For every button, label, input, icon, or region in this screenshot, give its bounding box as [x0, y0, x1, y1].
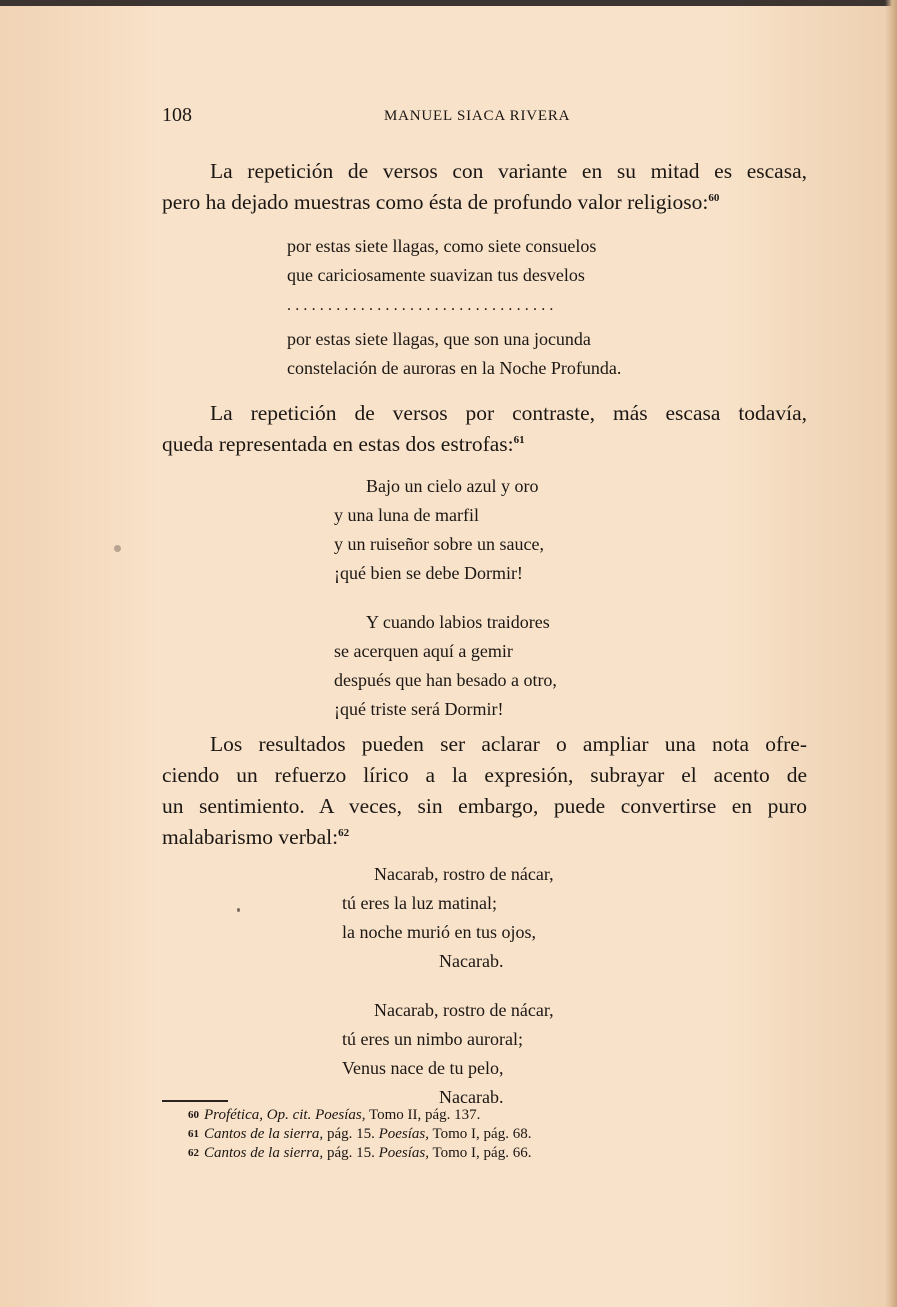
footnote-italic: Poesías, — [378, 1145, 430, 1161]
paragraph-line: Los resultados pueden ser aclarar o ampliar una nota ofre- — [210, 732, 807, 756]
paragraph-line: ciendo un refuerzo lírico a la expresión, subrayar el acento de — [162, 763, 807, 787]
verse-line: constelación de auroras en la Noche Profunda. — [287, 358, 622, 378]
footnote-italic: Poesías, — [378, 1126, 430, 1142]
verse-line: y un ruiseñor sobre un sauce, — [334, 534, 544, 554]
verse-quote-1 — [287, 232, 621, 383]
footnote-60 — [188, 1106, 531, 1125]
footnote-text: Tomo II, pág. 137. — [365, 1107, 481, 1123]
page-right-edge — [885, 0, 897, 1307]
paragraph-line: La repetición de versos por contraste, más escasa todavía, — [210, 401, 807, 425]
verse-line: Nacarab, rostro de nácar, — [374, 1000, 554, 1020]
footnote-text: pág. 15. — [323, 1126, 379, 1142]
verse-line: tú eres la luz matinal; — [342, 893, 497, 913]
verse-line: que cariciosamente suavizan tus desvelos — [287, 265, 585, 285]
verse-line: se acerquen aquí a gemir — [334, 641, 513, 661]
paragraph-line-text: malabarismo verbal: — [162, 825, 339, 849]
verse-line: Nacarab, rostro de nácar, — [374, 864, 554, 884]
verse-refrain: Nacarab. — [439, 1087, 504, 1107]
paragraph-line: un sentimiento. A veces, sin embargo, puede convertirse en puro — [162, 794, 807, 818]
verse-quote-3 — [342, 860, 554, 1112]
footnote-ref: 61 — [513, 433, 525, 446]
footnote-rule — [162, 1100, 228, 1102]
paper-speck — [114, 545, 121, 552]
footnote-text: Tomo I, pág. 68. — [429, 1126, 532, 1142]
footnotes — [188, 1106, 531, 1163]
verse-line: tú eres un nimbo auroral; — [342, 1029, 523, 1049]
verse-line: Venus nace de tu pelo, — [342, 1058, 504, 1078]
footnote-61 — [188, 1125, 531, 1144]
footnote-ref: 62 — [338, 826, 350, 839]
paragraph-3 — [162, 729, 807, 853]
footnote-ref: 60 — [708, 191, 720, 204]
verse-line: Bajo un cielo azul y oro — [366, 476, 539, 496]
verse-quote-2 — [334, 472, 557, 724]
paragraph-line: La repetición de versos con variante en su mitad es escasa, — [210, 159, 807, 183]
paragraph-line — [162, 429, 807, 460]
verse-line: y una luna de marfil — [334, 505, 479, 525]
footnote-text: Tomo I, pág. 66. — [429, 1145, 532, 1161]
verse-line: ¡qué triste será Dormir! — [334, 699, 504, 719]
paper-speck — [237, 908, 240, 912]
footnote-number: 62 — [188, 1147, 199, 1159]
paragraph-line-text: pero ha dejado muestras como ésta de profundo valor religioso: — [162, 190, 709, 214]
footnote-62 — [188, 1144, 531, 1163]
verse-line: ¡qué bien se debe Dormir! — [334, 563, 523, 583]
footnote-title: Cantos de la sierra, — [204, 1145, 324, 1161]
running-header — [0, 104, 897, 128]
footnote-number: 60 — [188, 1109, 199, 1121]
verse-line: la noche murió en tus ojos, — [342, 922, 536, 942]
verse-refrain: Nacarab. — [439, 951, 504, 971]
page-number: 108 — [162, 104, 192, 126]
verse-line: después que han besado a otro, — [334, 670, 557, 690]
paragraph-line — [162, 187, 807, 218]
verse-ellipsis: ................................. — [287, 297, 558, 314]
footnote-title: Cantos de la sierra, — [204, 1126, 324, 1142]
paragraph-line — [162, 822, 807, 853]
verse-line: Y cuando labios traidores — [366, 612, 550, 632]
page-top-edge — [0, 0, 897, 6]
paragraph-line-text: queda representada en estas dos estrofas: — [162, 432, 514, 456]
footnote-text: pág. 15. — [323, 1145, 379, 1161]
verse-line: por estas siete llagas, como siete consuelos — [287, 236, 597, 256]
footnote-number: 61 — [188, 1128, 199, 1140]
paragraph-2 — [162, 398, 807, 460]
footnote-title: Profética, Op. cit. Poesías, — [204, 1107, 366, 1123]
verse-line: por estas siete llagas, que son una jocunda — [287, 329, 591, 349]
paragraph-1 — [162, 156, 807, 218]
running-title: MANUEL SIACA RIVERA — [384, 108, 571, 124]
